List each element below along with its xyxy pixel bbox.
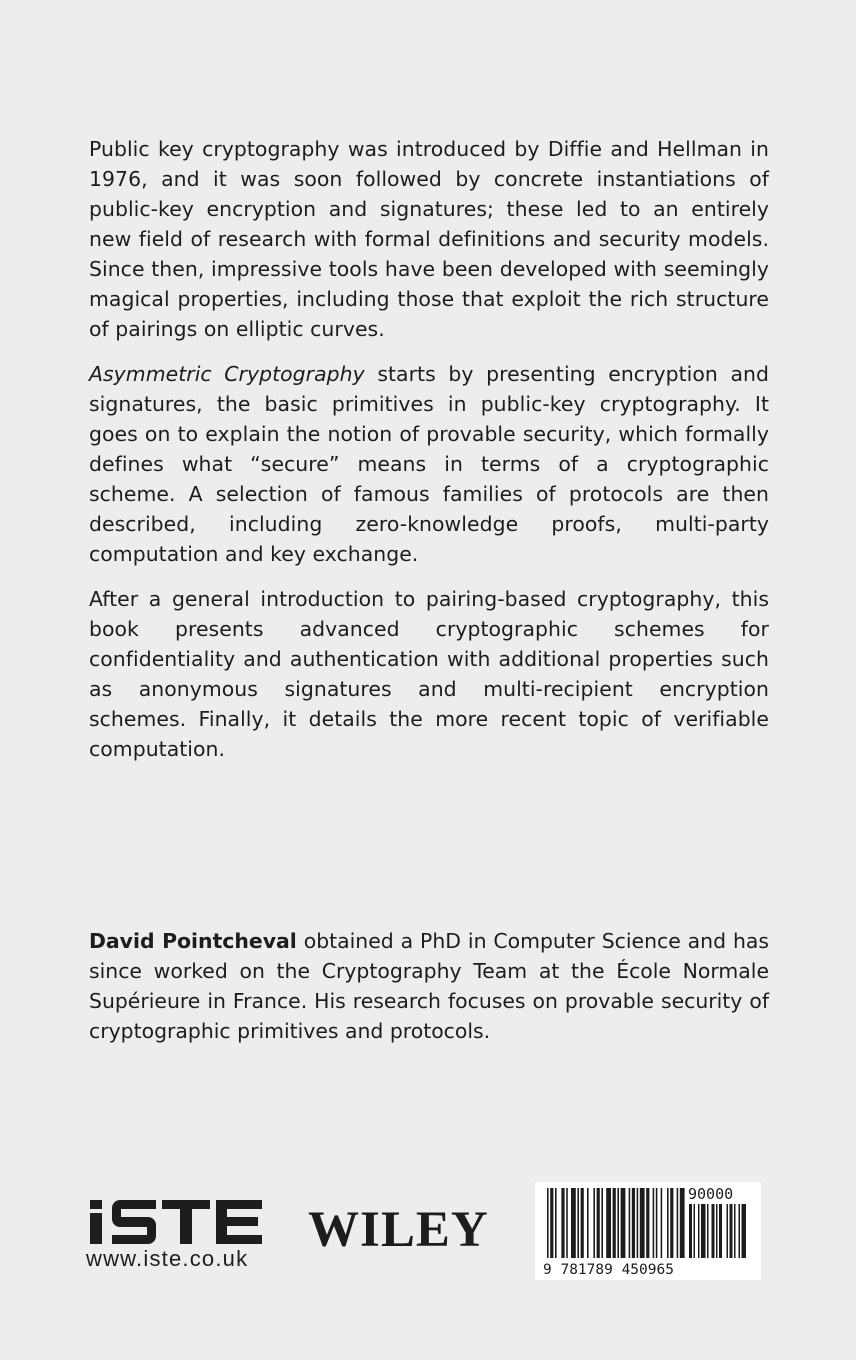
barcode-bar	[640, 1188, 645, 1258]
barcode-bar	[613, 1188, 616, 1258]
barcode-addon-bar	[716, 1204, 718, 1258]
book-title-italic: Asymmetric Cryptography	[89, 362, 365, 386]
barcode-bar	[597, 1188, 600, 1258]
wiley-logo: WILEY	[308, 1202, 489, 1258]
barcode-bar	[587, 1188, 589, 1258]
iste-logo	[88, 1198, 264, 1246]
barcode-addon-bar	[734, 1204, 736, 1258]
barcode-bar	[617, 1188, 619, 1258]
barcode-bar	[677, 1188, 679, 1258]
description-paragraph-1: Public key cryptography was introduced by Diffie and Hellman in 1976, and it was soon followed by concrete instantiations of public-key encryption and signatures; these led to an entirely new field of research with formal definitions and security models. Since then, impressive tools have been developed with seemingly magical properties, including those that exploit the rich structure of pairings on elliptic curves.	[89, 137, 769, 341]
barcode-bar	[577, 1188, 579, 1258]
description-paragraph-2-text: starts by presenting encryption and signatures, the basic primitives in public-key cryptography. It goes on to explain the notion of provable security, which formally defines what “secure” means in terms of a cryptographic scheme. A selection of famous families of protocols are then described, including zero-knowledge proofs, multi-party computation and key exchange.	[89, 362, 769, 566]
barcode-addon-digits: 90000	[688, 1185, 734, 1203]
barcode-bar	[606, 1188, 611, 1258]
barcode-addon-bar	[739, 1204, 741, 1258]
barcode-bar	[621, 1188, 626, 1258]
barcode-bar	[550, 1188, 553, 1258]
barcode-bar	[632, 1188, 635, 1258]
barcode-bar	[629, 1188, 631, 1258]
iste-url: www.iste.co.uk	[86, 1246, 249, 1271]
barcode-bars	[535, 1182, 761, 1280]
barcode-addon-bar	[689, 1204, 692, 1258]
barcode-addon-bar	[719, 1204, 722, 1258]
barcode-bar	[667, 1188, 669, 1258]
barcode-bar	[661, 1188, 663, 1258]
barcode-bar	[637, 1188, 639, 1258]
description-paragraph-3: After a general introduction to pairing-based cryptography, this book presents advanced cryptographic schemes for confidentiality and authentication with additional properties such as anonymous signatures and multi-recipient encryption schemes. Finally, it details the more recent topic of verifiable computation.	[89, 587, 769, 761]
barcode-bar	[581, 1188, 584, 1258]
author-bio	[89, 926, 769, 1046]
barcode-bar	[547, 1188, 549, 1258]
author-bio-text: obtained a PhD in Computer Science and has since worked on the Cryptography Team at the École Normale Supérieure in France. His research focuses on provable security of cryptographic primitives and protocols.	[89, 929, 770, 1043]
barcode-bar	[561, 1188, 564, 1258]
description-paragraph-2	[89, 359, 769, 569]
barcode-addon-bar	[727, 1204, 729, 1258]
barcode-bar	[555, 1188, 557, 1258]
barcode-addon-bar	[698, 1204, 700, 1258]
barcode-bar	[653, 1188, 655, 1258]
barcode-addon-bar	[730, 1204, 733, 1258]
barcode-bar	[571, 1188, 576, 1258]
author-bio-paragraph	[89, 926, 769, 1046]
barcode-bar	[566, 1188, 568, 1258]
author-name: David Pointcheval	[89, 929, 297, 953]
barcode-addon-bar	[694, 1204, 696, 1258]
barcode-bar	[680, 1188, 685, 1258]
barcode-isbn-digits: 9 781789 450965	[543, 1262, 674, 1278]
book-description	[89, 134, 769, 779]
barcode-addon-bar	[701, 1204, 706, 1258]
isbn-barcode	[535, 1182, 761, 1280]
barcode-addon-bar	[707, 1204, 709, 1258]
barcode-bar	[646, 1188, 649, 1258]
barcode-bar	[670, 1188, 673, 1258]
barcode-addon-bar	[712, 1204, 715, 1258]
barcode-addon-bar	[742, 1204, 747, 1258]
barcode-bar	[601, 1188, 603, 1258]
barcode-bar	[593, 1188, 595, 1258]
barcode-bar	[656, 1188, 658, 1258]
